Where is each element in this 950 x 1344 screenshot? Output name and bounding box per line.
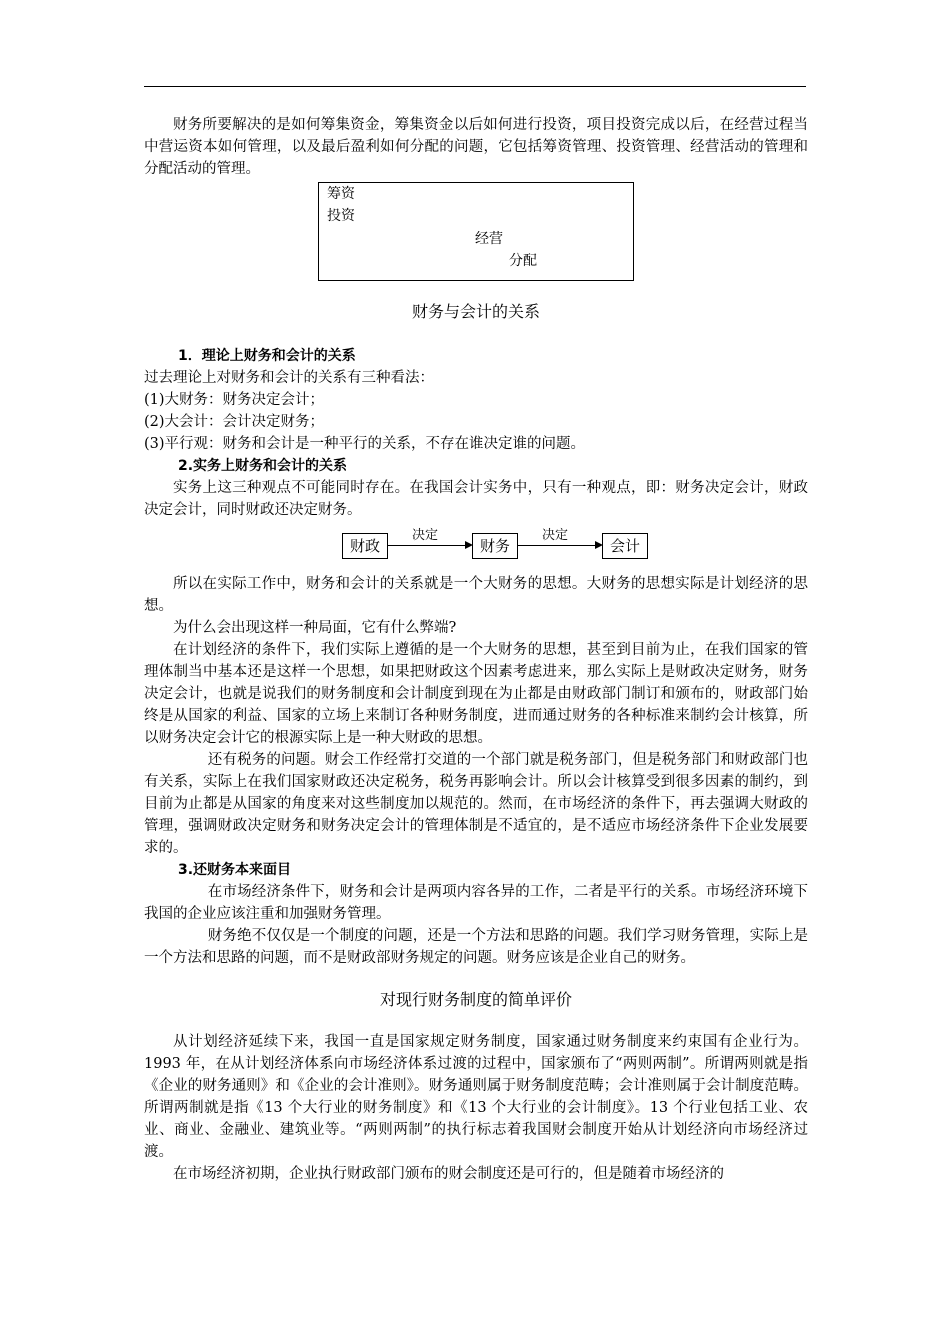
document-body — [144, 114, 808, 1185]
subheading-theory: 1．理论上财务和会计的关系 — [178, 348, 356, 364]
header-rule — [144, 86, 806, 87]
decision-flow-diagram — [144, 529, 808, 573]
list-item: (3)平行观：财务和会计是一种平行的关系，不存在谁决定谁的问题。 — [144, 436, 586, 452]
paragraph: 财务绝不仅仅是一个制度的问题，还是一个方法和思路的问题。我们学习财务管理，实际上是一个方法和思路的问题，而不是财政部财务规定的问题。财务应该是企业自己的财务。 — [144, 928, 808, 966]
paragraph: 从计划经济延续下来，我国一直是国家规定财务制度，国家通过财务制度来约束国有企业行为。1993 年，在从计划经济体系向市场经济体系过渡的过程中，国家颁布了“两则两制”。所谓两则就是指《企业的财务通则》和《企业的会计准则》。财务通则属于财务制度范畴；会计准则属于会计制度范畴。所谓两制就是指《13 个大行业的财务制度》和《13 个大行业的会计制度》。13 个行业包括工业、农业、商业、金融业、建筑业等。“两则两制”的执行标志着我国财会制度开始从计划经济向市场经济过渡。 — [144, 1034, 808, 1160]
paragraph: 实务上这三种观点不可能同时存在。在我国会计实务中，只有一种观点，即：财务决定会计，财政决定会计，同时财政还决定财务。 — [144, 480, 808, 518]
flow-node-fiscal: 财政 — [342, 533, 388, 559]
box-item-financing: 筹资 — [327, 186, 355, 202]
intro-paragraph: 财务所要解决的是如何筹集资金，筹集资金以后如何进行投资，项目投资完成以后，在经营过程当中营运资本如何管理，以及最后盈利如何分配的问题，它包括筹资管理、投资管理、经营活动的管理和分配活动的管理。 — [144, 117, 808, 177]
paragraph: 在计划经济的条件下，我们实际上遵循的是一个大财务的思想，甚至到目前为止，在我们国家的管理体制当中基本还是这样一个思想，如果把财政这个因素考虑进来，那么实际上是财政决定财务，财务决定会计，也就是说我们的财务制度和会计制度到现在为止都是由财政部门制订和颁布的，财政部门始终是从国家的利益、国家的立场上来制订各种财务制度，进而通过财务的各种标准来制约会计核算，所以财务决定会计它的根源实际上是一种大财政的思想。 — [144, 642, 808, 746]
subheading-practice: 2.实务上财务和会计的关系 — [178, 458, 348, 474]
paragraph: 在市场经济条件下，财务和会计是两项内容各异的工作，二者是平行的关系。市场经济环境下我国的企业应该注重和加强财务管理。 — [144, 884, 808, 922]
paragraph: 过去理论上对财务和会计的关系有三种看法： — [144, 370, 434, 386]
box-item-distribution: 分配 — [509, 253, 537, 269]
flow-arrow-2-label: 决定 — [542, 528, 569, 543]
flow-node-finance: 财务 — [472, 533, 518, 559]
section-title-relationship: 财务与会计的关系 — [411, 302, 540, 321]
box-item-operation: 经营 — [475, 231, 503, 247]
finance-activities-box — [318, 182, 634, 281]
list-item: (2)大会计：会计决定财务； — [144, 414, 325, 430]
paragraph: 还有税务的问题。财会工作经常打交道的一个部门就是税务部门，但是税务部门和财政部门也有关系，实际上在我们国家财政还决定税务，税务再影响会计。所以会计核算受到很多因素的制约，到目前为止都是从国家的角度来对这些制度加以规范的。然而，在市场经济的条件下，再去强调大财政的管理，强调财政决定财务和财务决定会计的管理体制是不适宜的，是不适应市场经济条件下企业发展要求的。 — [144, 752, 808, 856]
section-title-evaluation: 对现行财务制度的简单评价 — [379, 990, 572, 1009]
list-item: (1)大财务：财务决定会计； — [144, 392, 325, 408]
paragraph: 所以在实际工作中，财务和会计的关系就是一个大财务的思想。大财务的思想实际是计划经济的思想。 — [144, 576, 808, 614]
box-item-investment: 投资 — [327, 208, 355, 224]
paragraph: 为什么会出现这样一种局面，它有什么弊端? — [173, 620, 457, 636]
paragraph: 在市场经济初期，企业执行财政部门颁布的财会制度还是可行的，但是随着市场经济的 — [173, 1166, 724, 1182]
flow-node-accounting: 会计 — [602, 533, 648, 559]
subheading-restore: 3.还财务本来面目 — [178, 862, 292, 878]
flow-arrow-1-label: 决定 — [412, 528, 439, 543]
